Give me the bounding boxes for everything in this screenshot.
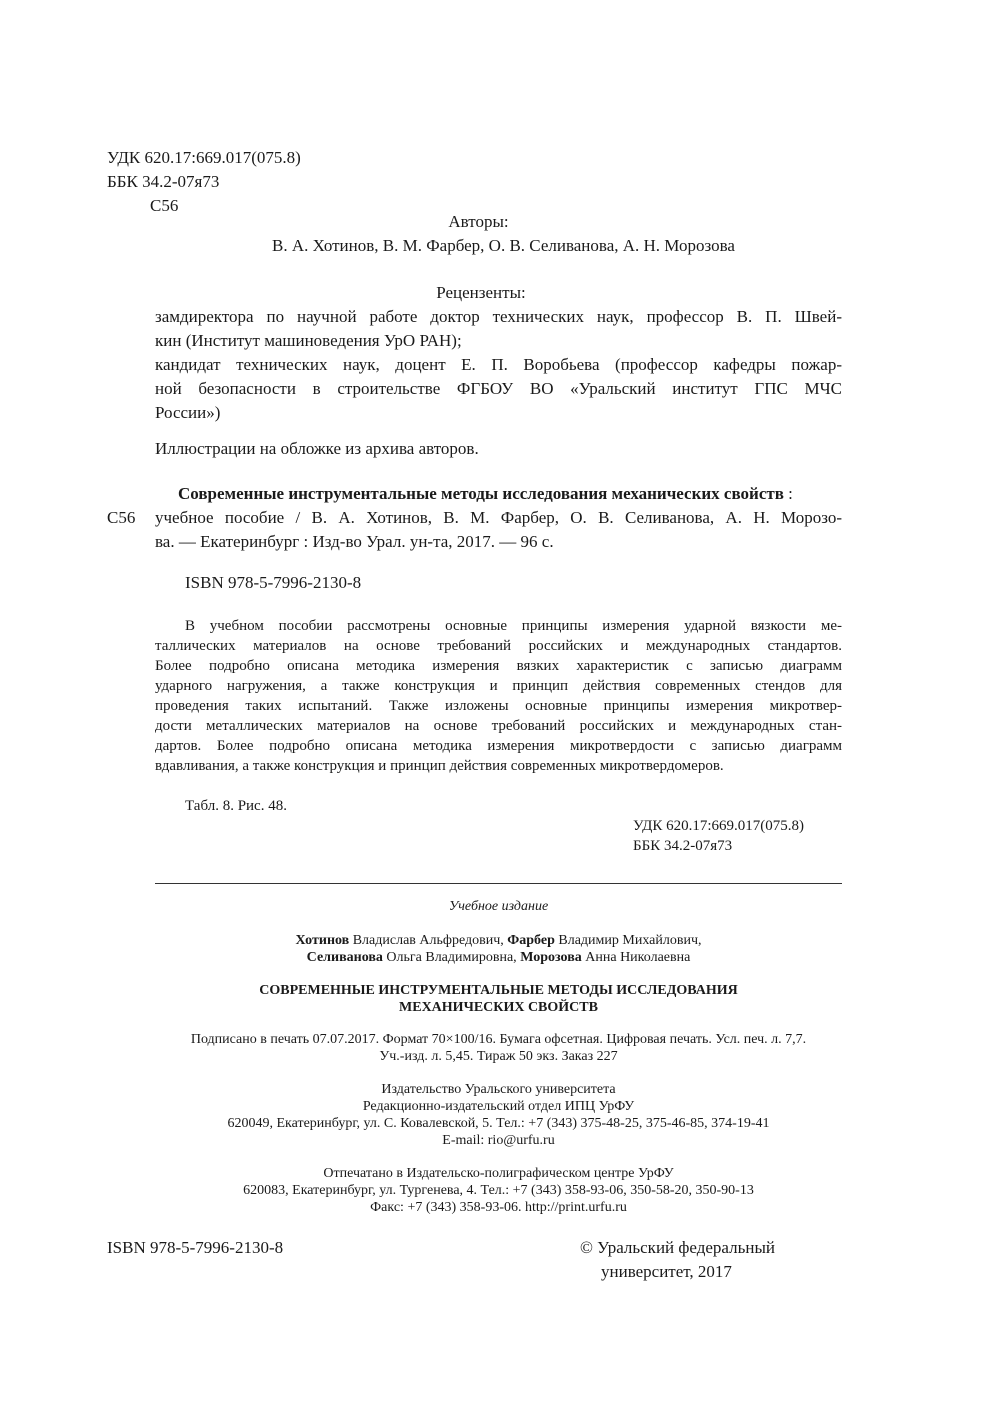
printer-info <box>100 1165 897 1216</box>
abstract-line: В учебном пособии рассмотрены основные принципы измерения ударной вязкости ме- <box>185 618 842 634</box>
publisher-info <box>100 1081 897 1149</box>
print-details-line: Уч.-изд. л. 5,45. Тираж 50 экз. Заказ 227 <box>379 1049 618 1064</box>
imprint-title-line: МЕХАНИЧЕСКИХ СВОЙСТВ <box>399 1000 598 1015</box>
abstract-line: вдавливания, а также конструкция и принцип действия современных микротвердомеров. <box>155 758 724 774</box>
reviewer-line: России») <box>155 403 221 422</box>
publisher-line: 620049, Екатеринбург, ул. С. Ковалевской, 5. Тел.: +7 (343) 375-48-25, 375-46-85, 374-19-41 <box>227 1116 770 1131</box>
authors-heading: Авторы: <box>448 212 509 231</box>
bib-isbn: ISBN 978-5-7996-2130-8 <box>185 573 362 592</box>
author-sign: С56 <box>150 196 179 215</box>
edition-type: Учебное издание <box>448 899 549 914</box>
author-given-names: Ольга Владимировна, <box>382 950 521 965</box>
abstract <box>155 616 842 776</box>
bib-line-2: учебное пособие / В. А. Хотинов, В. М. Фарбер, О. В. Селиванова, А. Н. Морозо- <box>155 508 842 527</box>
abstract-line: дартов. Более подробно описана методика измерения микротвердости с записью диаграмм <box>155 738 842 754</box>
footer-isbn: ISBN 978-5-7996-2130-8 <box>107 1238 284 1257</box>
bib-line-3: ва. — Екатеринбург : Изд-во Урал. ун-та, 2017. — 96 с. <box>155 532 554 551</box>
reviewer-line: кин (Институт машиноведения УрО РАН); <box>155 331 462 350</box>
classification-block <box>107 146 301 218</box>
publisher-line: Издательство Уральского университета <box>381 1082 616 1097</box>
print-details-line: Подписано в печать 07.07.2017. Формат 70×100/16. Бумага офсетная. Цифровая печать. Усл. печ. л. 7,7. <box>190 1032 807 1047</box>
imprint-divider <box>155 883 842 884</box>
tables-figures-count: Табл. 8. Рис. 48. <box>185 798 287 814</box>
imprint-authors <box>155 932 842 966</box>
reviewer-line: замдиректора по научной работе доктор технических наук, профессор В. П. Швей- <box>155 307 842 326</box>
reviewer-line: кандидат технических наук, доцент Е. П. Воробьева (профессор кафедры пожар- <box>155 355 842 374</box>
printer-line: Отпечатано в Издательско-полиграфическом центре УрФУ <box>323 1166 674 1181</box>
author-surname: Хотинов <box>295 933 350 948</box>
bib-margin-sign: С56 <box>107 508 136 527</box>
author-surname: Морозова <box>520 950 582 965</box>
reviewer-line: ной безопасности в строительстве ФГБОУ ВО «Уральский институт ГПС МЧС <box>155 379 842 398</box>
printer-line: Факс: +7 (343) 358-93-06. http://print.urfu.ru <box>370 1200 627 1215</box>
imprint-title-line: СОВРЕМЕННЫЕ ИНСТРУМЕНТАЛЬНЫЕ МЕТОДЫ ИССЛЕДОВАНИЯ <box>259 983 738 998</box>
reviewers-block <box>155 281 842 425</box>
abstract-bbk: ББК 34.2-07я73 <box>633 838 733 854</box>
author-surname: Селиванова <box>306 950 383 965</box>
bib-title-line <box>155 482 842 506</box>
author-given-names: Владислав Альфредович, <box>349 933 508 948</box>
author-given-names: Владимир Михайлович, <box>554 933 702 948</box>
print-details <box>100 1031 897 1065</box>
publisher-email: E-mail: rio@urfu.ru <box>442 1133 555 1148</box>
udk-code: УДК 620.17:669.017(075.8) <box>107 148 301 167</box>
abstract-line: таллических материалов на основе требований российских и международных стандартов. <box>155 638 842 654</box>
abstract-line: дости металлических материалов на основе требований российских и международных стан- <box>155 718 842 734</box>
imprint-title <box>155 982 842 1016</box>
copyright-line: © Уральский федеральный <box>580 1238 775 1257</box>
bib-title-colon: : <box>783 484 793 503</box>
bbk-code: ББК 34.2-07я73 <box>107 172 220 191</box>
copyright <box>580 1236 775 1284</box>
copyright-line: университет, 2017 <box>601 1262 732 1281</box>
authors-names: В. А. Хотинов, В. М. Фарбер, О. В. Селиванова, А. Н. Морозова <box>272 236 735 255</box>
printer-line: 620083, Екатеринбург, ул. Тургенева, 4. Тел.: +7 (343) 358-93-06, 350-58-20, 350-90-13 <box>243 1183 754 1198</box>
imprint-authors-line <box>155 949 842 966</box>
publisher-line: Редакционно-издательский отдел ИПЦ УрФУ <box>362 1099 635 1114</box>
reviewers-heading: Рецензенты: <box>436 283 526 302</box>
abstract-codes <box>633 816 804 856</box>
bib-title: Современные инструментальные методы исследования механических свойств <box>178 484 784 503</box>
author-surname: Фарбер <box>507 933 555 948</box>
bibliographic-record <box>155 482 842 554</box>
abstract-line: ударного нагружения, а также конструкция и принцип действия современных стендов для <box>155 678 842 694</box>
imprint-authors-line <box>155 932 842 949</box>
abstract-udk: УДК 620.17:669.017(075.8) <box>633 818 804 834</box>
authors-block <box>155 210 842 258</box>
author-given-names: Анна Николаевна <box>581 950 691 965</box>
abstract-line: Более подробно описана методика измерения вязких характеристик с записью диаграмм <box>155 658 842 674</box>
illustrations-note: Иллюстрации на обложке из архива авторов. <box>155 439 479 458</box>
abstract-line: проведения таких испытаний. Также изложены основные принципы измерения микротвер- <box>155 698 842 714</box>
